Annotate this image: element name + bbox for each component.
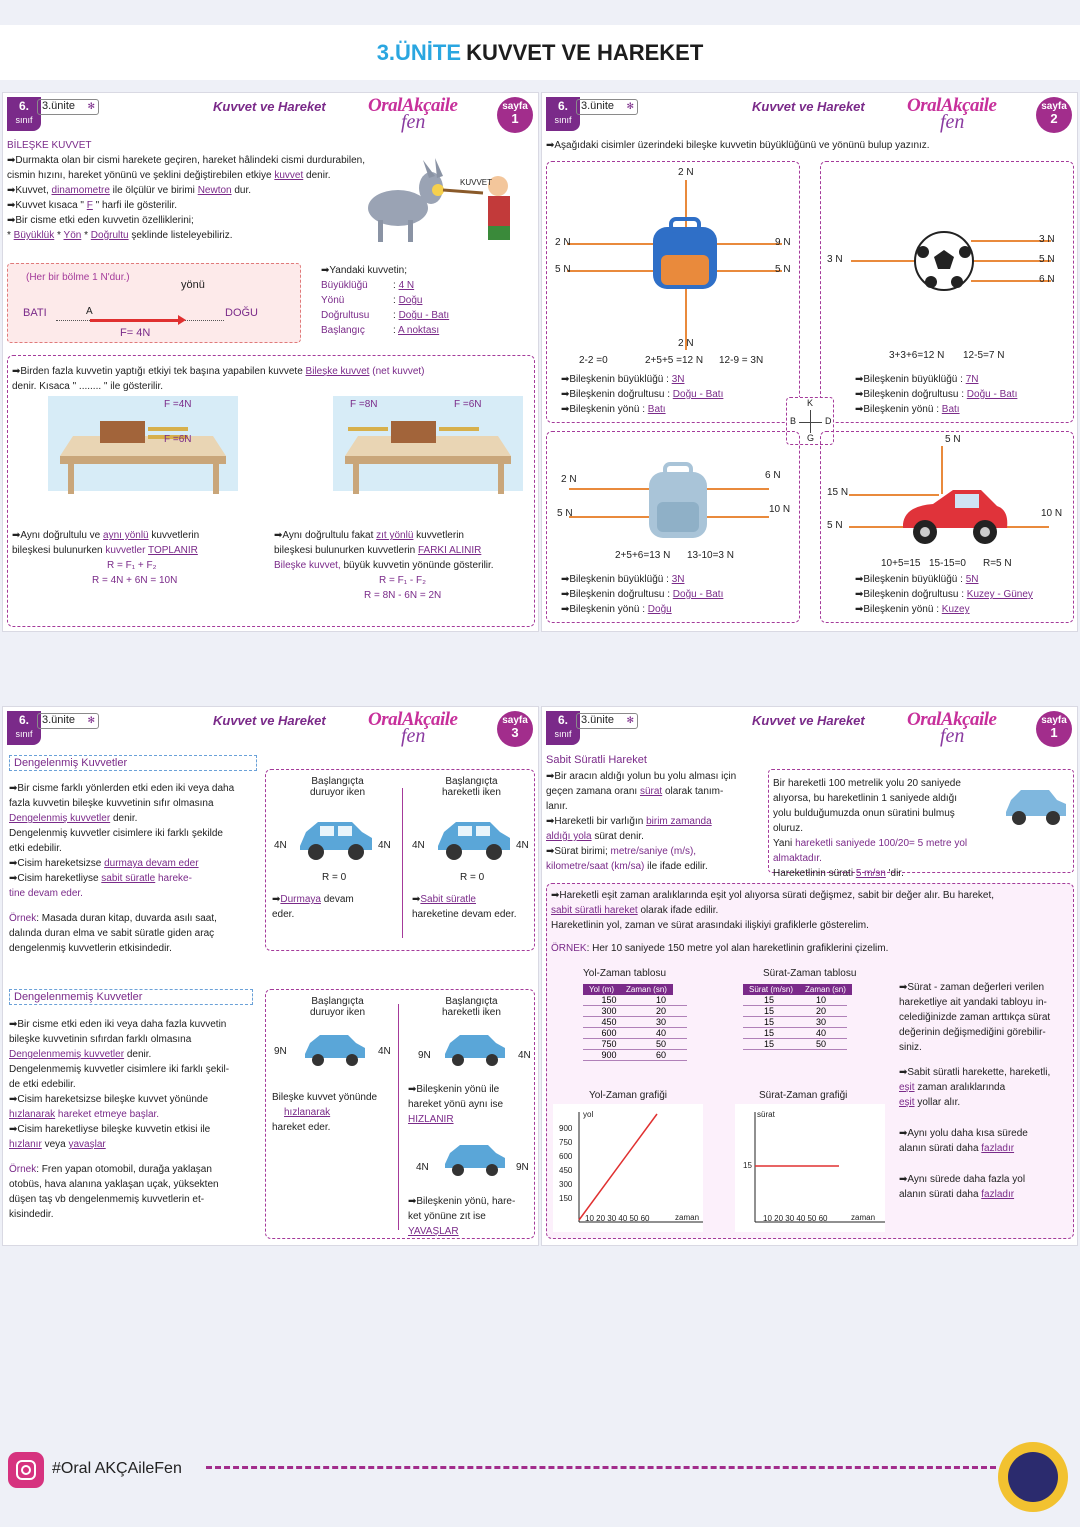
force-vector-box [7,263,301,343]
y-ticks-1 [559,1122,572,1206]
brand-logo: OralAkçaile [907,709,997,730]
atom-icon: ✻ [87,715,95,725]
ball-icon [913,230,975,292]
property-row: Yönü : Doğu [321,295,423,306]
car-icon-5 [442,1140,508,1180]
title-unit: 3.ÜNİTE [376,40,462,65]
speed-car-icon [1003,784,1069,830]
page-header [542,93,1077,135]
red-car-icon [893,484,1013,550]
brand-sub: fen [401,111,426,133]
grade-badge: 6. sınıf [546,97,580,131]
unit-label: 3.ünite ✻ [37,713,99,729]
direction-label: yönü [181,279,205,291]
section-heading: BİLEŞKE KUVVET [7,140,92,151]
page-header [542,707,1077,749]
side-notes: ➡Sürat - zaman değerleri verilen hareketliye ait yandaki tabloyu in- celediğinizde zaman arttıkça sürat değerinin değişmediğini görebilir- siniz. ➡Sabit süratli harekette, hareketli, eşit zaman aralıklarında eşit yollar alır. ➡Aynı yolu daha kısa sürede alanın sürati daha fazladır ➡Aynı sürede daha fazla yol alanın sürati daha fazladır [899,982,1051,1200]
table-row: 900 60 [583,1050,687,1061]
table-row: 15 40 [743,1028,847,1039]
brand-sub: fen [401,725,426,747]
prop-list [321,278,449,338]
backpack-2-icon [645,462,711,542]
main-title [0,25,1080,80]
table-row: 15 20 [743,1006,847,1017]
page-number-badge: sayfa 1 [497,97,533,133]
balanced-examples: Başlangıçta duruyor iken Başlangıçta hareketli iken 4N 4N 4N 4N R = 0 R = 0 ➡Durmaya devam eder. ➡Sabit süratle hareketine devam eder. [265,769,535,951]
intro-text: ➡Durmakta olan bir cismi harekete geçiren, hareket hâlindeki cismi durdurabilen, cismin hızını, hareket yönünü ve şeklini değiştirebilen etkiye kuvvet denir. ➡Kuvvet, dinamometre ile ölçülür ve birimi Newton dur. ➡Kuvvet kısaca " F " harfi ile gösterilir. ➡Bir cisme etki eden kuvvetin özelliklerini; * Büyüklük * Yön * Doğrultu şeklinde listeleyebiliriz. [7,155,365,241]
table-row: 750 50 [583,1039,687,1050]
page-number-badge: sayfa 3 [497,711,533,747]
table-row: 150 10 [583,995,687,1006]
table-illustration-2 [333,396,523,506]
header-topic: Kuvvet ve Hareket [752,713,865,728]
f2-label-2: F =6N [454,399,482,410]
social-tag[interactable]: #Oral AKÇAileFen [52,1460,182,1477]
publisher-logo [998,1442,1068,1512]
f2-label: F =6N [164,434,192,445]
unit-label: 3.ünite ✻ [576,713,638,729]
instagram-icon[interactable] [8,1452,44,1488]
force-properties: ➡Yandaki kuvvetin; Büyüklüğü : 4 N Yönü : Doğu Doğrultusu : Doğu - Batı Başlangıç : A noktası [321,265,450,336]
y-tick-label: 900 [559,1124,573,1133]
constant-speed-box: ➡Hareketli eşit zaman aralıklarında eşit yol alıyorsa sürati değişmez, sabit bir değer alır. Bu hareket, sabit süratli hareket olarak ifade edilir. Hareketlinin yol, zaman ve sürat arasındaki ilişkiyi grafiklerle gösterelim. ÖRNEK: Her 10 saniyede 150 metre yol alan hareketlinin grafiklerini çizelim. Yol-Zaman tablosu Yol (m) Zaman (sn) 150 10 300 20 450 30 600 40 750 50 900 60 Sürat-Zaman tablosu Sürat (m/sn) Zaman (sn) 15 10 15 20 15 30 15 40 15 50 Yol-Zaman grafiği Sürat-Zaman grafiği yol 900 750 600 450 300 150 10 20 30 40 50 60 zaman sürat 15 10 20 30 40 50 60 zaman ➡Sürat - zaman değerleri verilen hareketliye ait yandaki tabloyu in- celediğinizde zaman arttıkça sürat değerinin değişmediğini görebilir- siniz. ➡Sabit süratli harekette, hareketli, eşit zaman aralıklarında eşit yollar alır. ➡Aynı yolu daha kısa sürede alanın sürati daha fazladır ➡Aynı sürede daha fazla yol alanın sürati daha fazladır [546,883,1074,1239]
page-header [3,707,538,749]
y-tick-label: 600 [559,1152,573,1161]
speed-heading: Sabit Süratli Hareket [546,754,647,766]
balanced-heading: Dengelenmiş Kuvvetler [9,755,257,771]
page-2 [541,92,1078,632]
brand-logo: OralAkçaile [907,95,997,116]
car-icon-3 [302,1030,368,1070]
question-3: 2 N 5 N 6 N 10 N 2+5+6=13 N 13-10=3 N ➡Bileşkenin büyüklüğü : 3N ➡Bileşkenin doğrultusu : Doğu - Batı ➡Bileşkenin yönü : Doğu [546,431,800,623]
atom-icon: ✻ [626,101,634,111]
table-row: 600 40 [583,1028,687,1039]
balanced-text: ➡Bir cisme farklı yönlerden etki eden iki veya daha fazla kuvvetin bileşke kuvvetinin sıfır olmasına Dengelenmiş kuvvetler denir. Dengelenmiş kuvvetler cisimlere iki farklı şekilde etki edebilir. ➡Cisim hareketsizse durmaya devam eder ➡Cisim hareketliyse sabit süratle hareke- tine devam eder. Örnek: Masada duran kitap, duvarda asılı saat, dalında duran elma ve sabit süratle giden araç dengelenmiş kuvvetlerin etkisindedir. [9,783,235,954]
same-direction-text: ➡Aynı doğrultulu ve aynı yönlü kuvvetlerin bileşkesi bulunurken kuvvetler TOPLANIR R = F₁ + F₂ R = 4N + 6N = 10N [12,530,200,586]
unbalanced-examples: Başlangıçta duruyor iken Başlangıçta hareketli iken 9N 4N 9N 4N 4N 9N Bileşke kuvvet yönünde hızlanarak hareket eder. ➡Bileşkenin yönü ile hareket yönü aynı ise HIZLANIR ➡Bileşkenin yönü, hare- ket yönüne zıt ise YAVAŞLAR [265,989,535,1239]
distance-time-table: Yol (m) Zaman (sn) 150 10 300 20 450 30 600 40 750 50 900 60 [583,984,687,1061]
brand-sub: fen [940,111,965,133]
arrow-head-icon [178,315,186,325]
property-row: Büyüklüğü : 4 N [321,280,415,291]
car-icon-2 [434,816,514,866]
t2-rows [743,995,852,1050]
compass: K G D B [786,397,834,445]
atom-icon: ✻ [626,715,634,725]
table-row: 450 30 [583,1017,687,1028]
resultant-box: ➡Birden fazla kuvvetin yaptığı etkiyi tek başına yapabilen kuvvete Bileşke kuvvet (net kuvvet) denir. Kısaca " ........ " ile gösterilir. F =4N F =6N F =8N F =6N ➡Aynı doğrultulu ve aynı yönlü kuvvetlerin bileşkesi bulunurken kuvvetler TOPLANIR R = F₁ + F₂ R = 4N + 6N = 10N ➡Aynı doğrultulu fakat zıt yönlü kuvvetlerin bileşkesi bulunurken kuvvetlerin FARKI ALINIR Bileşke kuvvet, büyük kuvvetin yönünde gösterilir. R = F₁ - F₂ R = 8N - 6N = 2N [7,355,535,627]
y-tick-label: 750 [559,1138,573,1147]
exercise-intro: ➡Aşağıdaki cisimler üzerindeki bileşke kuvvetin büyüklüğünü ve yönünü bulup yazınız. [546,140,930,151]
f1-label-2: F =8N [350,399,378,410]
force-tag: KUVVET [460,178,493,187]
division-note: (Her bir bölme 1 N'dur.) [26,272,130,283]
car-icon-4 [442,1030,508,1070]
unit-label: 3.ünite ✻ [576,99,638,115]
unit-label: 3.ünite ✻ [37,99,99,115]
grade-badge: 6. sınıf [7,711,41,745]
unbalanced-heading: Dengelenmemiş Kuvvetler [9,989,253,1005]
question-2: 3 N 3 N 5 N 6 N 3+3+6=12 N 12-5=7 N ➡Bileşkenin büyüklüğü : 7N ➡Bileşkenin doğrultusu : Doğu - Batı ➡Bileşkenin yönü : Batı [820,161,1074,423]
page-header [3,93,538,135]
footer [0,1440,1080,1520]
donkey-illustration [353,148,523,248]
page-number-badge: sayfa 2 [1036,97,1072,133]
header-topic: Kuvvet ve Hareket [752,99,865,114]
title-topic: KUVVET VE HAREKET [466,40,704,65]
question-1: 2 N 2 N 2 N 5 N 9 N 5 N 2-2 =0 2+5+5 =12 N 12-9 = 3N ➡Bileşkenin büyüklüğü : 3N ➡Bileşkenin doğrultusu : Doğu - Batı ➡Bileşkenin yönü : Batı [546,161,800,423]
opposite-direction-text: ➡Aynı doğrultulu fakat zıt yönlü kuvvetlerin bileşkesi bulunurken kuvvetlerin FARKI ALINIR Bileşke kuvvet, büyük kuvvetin yönünde gösterilir. R = F₁ - F₂ R = 8N - 6N = 2N [274,530,494,601]
force-value: F= 4N [120,327,151,339]
table-row: 15 50 [743,1039,847,1050]
atom-icon: ✻ [87,101,95,111]
table-illustration-1 [48,396,238,506]
page-number-badge: sayfa 1 [1036,711,1072,747]
speed-example-box: Bir hareketli 100 metrelik yolu 20 saniyede alıyorsa, bu hareketlinin 1 saniyede aldığı yolu bulduğumuzda onun süratini bulmuş oluruz. Yani hareketli saniyede 100/20= 5 metre yol almaktadır. Hareketlinin sürati 5 m/sn 'dir. [768,769,1074,873]
table-row: 15 30 [743,1017,847,1028]
y-tick-label: 150 [559,1194,573,1203]
brand-logo: OralAkçaile [368,709,458,730]
question-4: 5 N 15 N 5 N 10 N 10+5=15 15-15=0 R=5 N ➡Bileşkenin büyüklüğü : 5N ➡Bileşkenin doğrultusu : Kuzey - Güney ➡Bileşkenin yönü : Kuzey [820,431,1074,623]
y-tick-label: 450 [559,1166,573,1175]
f1-label: F =4N [164,399,192,410]
y-tick-label: 300 [559,1180,573,1189]
property-row: Doğrultusu : Doğu - Batı [321,310,450,321]
speed-time-table: Sürat (m/sn) Zaman (sn) 15 10 15 20 15 30 15 40 15 50 [743,984,852,1050]
brand-sub: fen [940,725,965,747]
property-row: Başlangıç : A noktası [321,325,440,336]
point-a: A [86,306,93,317]
table-row: 15 10 [743,995,847,1006]
header-topic: Kuvvet ve Hareket [213,99,326,114]
east-label: DOĞU [225,307,258,319]
t1-rows [583,995,687,1061]
page-4 [541,706,1078,1246]
unbalanced-text: ➡Bir cisme etki eden iki veya daha fazla kuvvetin bileşke kuvvetinin sıfırdan farklı olmasına Dengelenmemiş kuvvetler denir. Dengelenmemiş kuvvetler cisimlere iki farklı şekil- de etki edebilir. ➡Cisim hareketsizse bileşke kuvvet yönünde hızlanarak hareket etmeye başlar. ➡Cisim hareketliyse bileşke kuvvetin etkisi ile hızlanır veya yavaşlar Örnek: Fren yapan otomobil, durağa yaklaşan otobüs, hava alanına yaklaşan uçak, yüksekten düşen taş vb dengelenmemiş kuvvetlerin et- kisindedir. [9,1019,230,1220]
grade-badge: 6. sınıf [546,711,580,745]
brand-logo: OralAkçaile [368,95,458,116]
page-1 [2,92,539,632]
page-3 [2,706,539,1246]
backpack-icon [645,217,725,297]
west-label: BATI [23,307,47,319]
speed-text: ➡Bir aracın aldığı yolun bu yolu alması için geçen zamana oranı sürat olarak tanım- lanır. ➡Hareketli bir varlığın birim zamanda aldığı yola sürat denir. ➡Sürat birimi; metre/saniye (m/s), kilometre/saat (km/sa) ile ifade edilir. [546,771,737,872]
car-icon [296,816,376,866]
grade-badge: 6. sınıf [7,97,41,131]
header-topic: Kuvvet ve Hareket [213,713,326,728]
table-row: 300 20 [583,1006,687,1017]
